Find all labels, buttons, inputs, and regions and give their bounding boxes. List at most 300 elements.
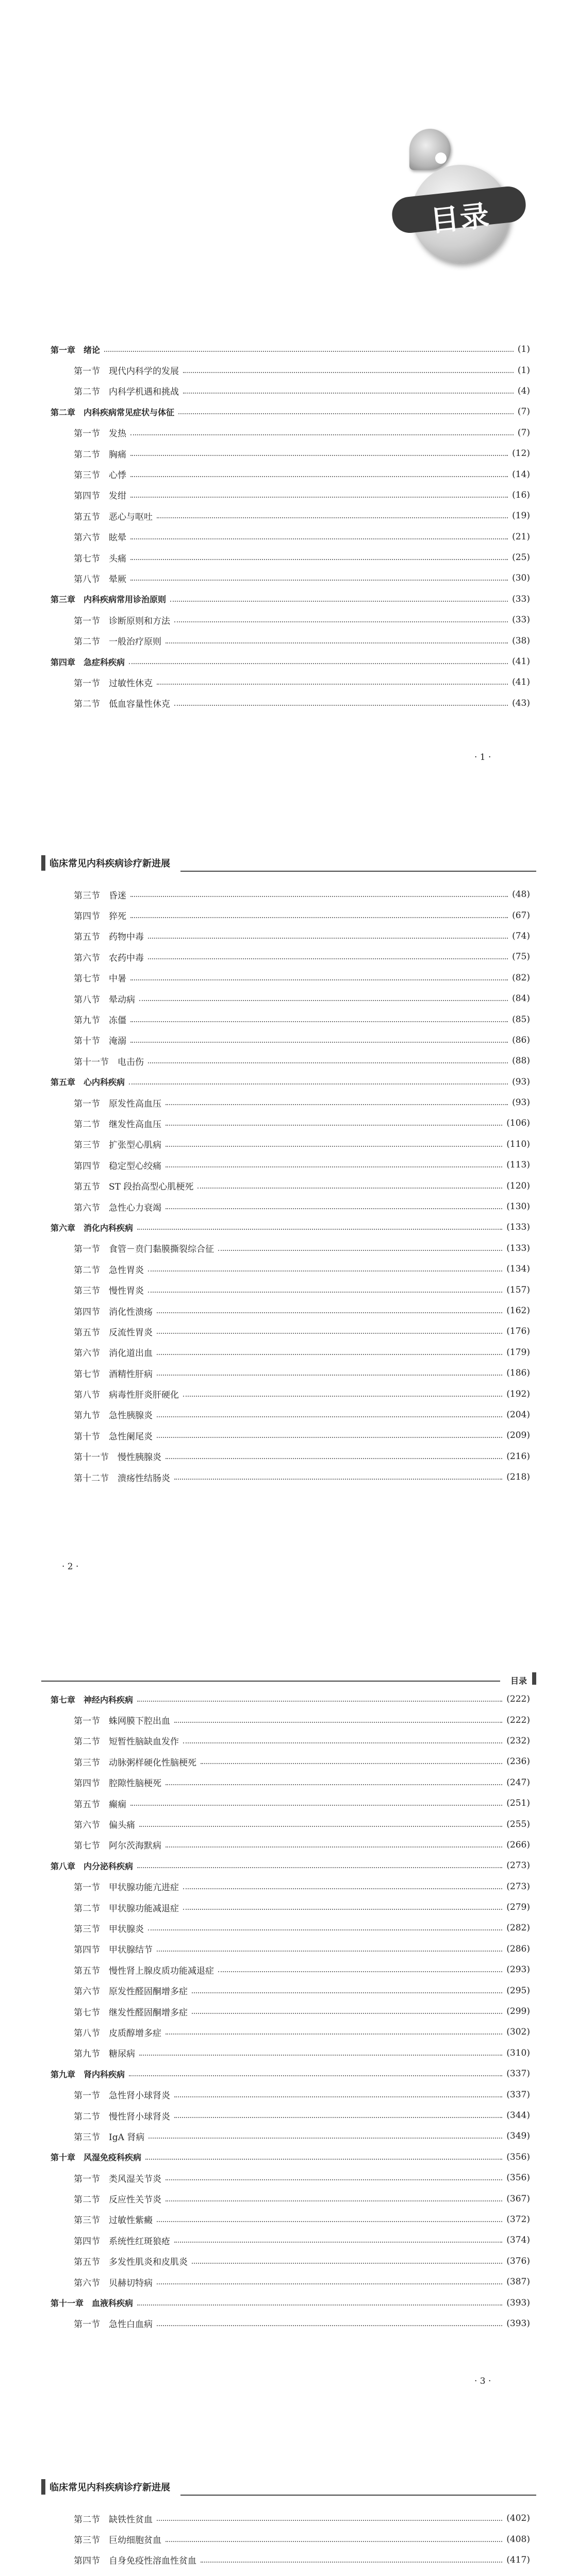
- running-header-title: 临床常见内科疾病诊疗新进展: [49, 2482, 170, 2493]
- toc-entry-page: (279): [506, 1902, 530, 1913]
- toc-entry-title: 第三节 扩张型心肌病: [74, 1140, 161, 1151]
- dot-leader: [130, 497, 508, 498]
- toc-entry-page: (299): [506, 2006, 530, 2017]
- toc-section-entry: [51, 1259, 530, 1279]
- toc-entry-page: (232): [506, 1735, 530, 1746]
- toc-entry-page: (48): [512, 889, 530, 900]
- toc-section-entry: [51, 1175, 530, 1196]
- toc-section-entry: [51, 1404, 530, 1425]
- toc-section-entry: [51, 1009, 530, 1029]
- toc-entry-page: (30): [512, 573, 530, 584]
- toc-entry-title: 第一节 现代内科学的发展: [74, 366, 179, 377]
- dot-leader: [157, 2221, 502, 2222]
- toc-entry-title: 第九章 肾内科疾病: [51, 2069, 125, 2079]
- toc-entry-page: (372): [506, 2214, 530, 2225]
- dot-leader: [130, 1042, 508, 1043]
- toc-entry-title: 第六节 原发性醛固酮增多症: [74, 1987, 188, 1997]
- running-header: [41, 2477, 536, 2498]
- toc-entry-title: 第九节 糖尿病: [74, 2049, 135, 2060]
- toc-section-entry: [51, 360, 530, 380]
- toc-entry-title: 第一节 过敏性休克: [74, 678, 153, 689]
- toc-chapter-entry: [51, 401, 530, 422]
- toc-entry-page: (356): [506, 2173, 530, 2183]
- toc-entry-title: 第三节 慢性胃炎: [74, 1286, 144, 1297]
- toc-entry-title: 第一节 食管－贲门黏膜撕裂综合征: [74, 1244, 214, 1255]
- dot-leader: [192, 2013, 502, 2014]
- toc-entry-page: (236): [506, 1756, 530, 1767]
- dot-leader: [157, 517, 508, 518]
- dot-leader: [174, 1722, 502, 1723]
- toc-entry-title: 第三节 巨幼细胞贫血: [74, 2535, 161, 2546]
- toc-entry-title: 第二节 继发性高血压: [74, 1119, 161, 1130]
- toc-entry-page: (4): [517, 385, 530, 396]
- toc-section-entry: [51, 1814, 530, 1834]
- toc-entry-title: 第十章 风湿免疫科疾病: [51, 2153, 142, 2163]
- toc-entry-title: 第三节 动脉粥样硬化性脑梗死: [74, 1757, 196, 1768]
- toc-entry-title: 第五节 反流性胃炎: [74, 1327, 153, 1338]
- dot-leader: [148, 1929, 502, 1930]
- toc-section-entry: [51, 2209, 530, 2230]
- dot-leader: [192, 1992, 502, 1993]
- dot-leader: [139, 1000, 508, 1001]
- page-number: · 1 ·: [474, 752, 491, 762]
- toc-entry-page: (67): [512, 910, 530, 921]
- toc-entry-page: (7): [517, 427, 530, 438]
- dot-leader: [130, 559, 508, 560]
- toc-section-entry: [51, 1279, 530, 1300]
- toc-entry-title: 第六节 急性心力衰竭: [74, 1202, 161, 1213]
- toc-entry-title: 第四节 稳定型心绞痛: [74, 1161, 161, 1172]
- dot-leader: [129, 2075, 502, 2076]
- toc-entry-title: 第二节 内科学机遇和挑战: [74, 387, 179, 398]
- toc-section-entry: [51, 1980, 530, 2001]
- dot-leader: [157, 2283, 502, 2284]
- toc-entry-page: (337): [506, 2089, 530, 2100]
- toc-entry-page: (133): [506, 1243, 530, 1253]
- toc-entry-page: (337): [506, 2069, 530, 2079]
- toc-entry-title: 第六节 农药中毒: [74, 953, 144, 963]
- toc-entry-page: (33): [512, 594, 530, 604]
- toc-section-entry: [51, 568, 530, 588]
- dot-leader: [104, 351, 514, 352]
- toc-entry-title: 第七节 阿尔茨海默病: [74, 1841, 161, 1852]
- toc-section-entry: [51, 2230, 530, 2250]
- dot-leader: [137, 1867, 502, 1868]
- logo-title: 目录: [428, 199, 492, 239]
- toc-page-1: [0, 0, 578, 812]
- dot-leader: [166, 1458, 502, 1459]
- toc-entry-page: (113): [506, 1160, 530, 1171]
- toc-entry-page: (19): [512, 511, 530, 521]
- dot-leader: [170, 601, 508, 602]
- toc-entry-title: 第三节 昏迷: [74, 890, 126, 901]
- toc-entry-page: (33): [512, 615, 530, 625]
- toc-entry-title: 第三节 甲状腺炎: [74, 1924, 144, 1935]
- toc-entry-page: (255): [506, 1819, 530, 1829]
- dot-leader: [137, 1701, 502, 1702]
- toc-section-entry: [51, 1772, 530, 1793]
- running-header: [41, 853, 536, 874]
- toc-section-entry: [51, 1446, 530, 1467]
- toc-page-2: [0, 812, 578, 1624]
- toc-entry-page: (222): [506, 1694, 530, 1705]
- toc-entry-title: 第一节 发热: [74, 429, 126, 439]
- toc-section-entry: [51, 1959, 530, 1980]
- toc-entry-title: 第十二节 溃疡性结肠炎: [74, 1473, 170, 1484]
- toc-entry-title: 第七节 酒精性肝病: [74, 1369, 153, 1380]
- toc-page-3: [0, 1624, 578, 2436]
- toc-section-entry: [51, 1751, 530, 1772]
- dot-leader: [130, 455, 508, 456]
- toc-chapter-entry: [51, 589, 530, 609]
- toc-entry-page: (120): [506, 1180, 530, 1191]
- toc-entry-page: (266): [506, 1839, 530, 1850]
- toc-section-entry: [51, 1113, 530, 1133]
- dot-leader: [148, 1062, 508, 1063]
- toc-entry-page: (216): [506, 1451, 530, 1462]
- toc-section-entry: [51, 693, 530, 714]
- toc-section-entry: [51, 1709, 530, 1730]
- toc-entry-page: (218): [506, 1472, 530, 1483]
- dot-leader: [157, 2325, 502, 2326]
- toc-section-entry: [51, 381, 530, 401]
- toc-section-entry: [51, 630, 530, 651]
- toc-entry-page: (82): [512, 972, 530, 983]
- toc-entry-page: (367): [506, 2193, 530, 2204]
- toc-section-entry: [51, 2001, 530, 2022]
- toc-entry-title: 第三节 心悸: [74, 470, 126, 481]
- dot-leader: [174, 2242, 502, 2243]
- toc-entry-title: 第四节 猝死: [74, 911, 126, 922]
- dot-leader: [166, 2179, 502, 2180]
- toc-entry-page: (41): [512, 656, 530, 667]
- dot-leader: [157, 1333, 502, 1334]
- toc-section-entry: [51, 1939, 530, 1959]
- toc-entry-title: 第七节 继发性醛固酮增多症: [74, 2007, 188, 2018]
- toc-section-entry: [51, 2529, 530, 2549]
- toc-section-entry: [51, 485, 530, 505]
- toc-entry-page: (356): [506, 2151, 530, 2162]
- toc-entry-page: (43): [512, 698, 530, 708]
- toc-section-entry: [51, 1918, 530, 1938]
- toc-chapter-entry: [51, 1689, 530, 1709]
- toc-section-entry: [51, 443, 530, 464]
- toc-section-entry: [51, 1092, 530, 1113]
- toc-entry-page: (1): [517, 365, 530, 376]
- dot-leader: [139, 1826, 502, 1827]
- toc-section-entry: [51, 1321, 530, 1342]
- toc-page-4: [0, 2436, 578, 2576]
- toc-entry-page: (282): [506, 1923, 530, 1934]
- dot-leader: [130, 580, 508, 581]
- toc-entry-title: 第二节 胸痛: [74, 449, 126, 460]
- toc-entry-title: 第五节 恶心与呕吐: [74, 512, 153, 522]
- toc-entry-page: (130): [506, 1201, 530, 1212]
- toc-section-entry: [51, 968, 530, 988]
- toc-section-entry: [51, 1196, 530, 1217]
- dot-leader: [148, 2138, 502, 2139]
- toc-entry-page: (376): [506, 2256, 530, 2266]
- toc-section-entry: [51, 422, 530, 443]
- toc-section-entry: [51, 1876, 530, 1897]
- dot-leader: [157, 2520, 502, 2521]
- toc-entry-title: 第八节 病毒性肝炎肝硬化: [74, 1390, 179, 1401]
- dot-leader: [130, 434, 514, 435]
- dot-leader: [130, 1805, 502, 1806]
- toc-entry-page: (74): [512, 930, 530, 941]
- toc-entry-page: (247): [506, 1777, 530, 1788]
- toc-section-entry: [51, 988, 530, 1009]
- toc-entry-title: 第八章 内分泌科疾病: [51, 1861, 134, 1871]
- toc-list: [51, 1689, 530, 2334]
- toc-entry-page: (1): [517, 344, 530, 355]
- toc-entry-page: (38): [512, 635, 530, 646]
- toc-section-entry: [51, 1342, 530, 1363]
- toc-section-entry: [51, 1363, 530, 1383]
- toc-section-entry: [51, 1030, 530, 1050]
- toc-entry-title: 第四节 甲状腺结节: [74, 1945, 153, 1956]
- dot-leader: [166, 2033, 502, 2035]
- dot-leader: [157, 1416, 502, 1417]
- dot-leader: [183, 1909, 502, 1910]
- dot-leader: [178, 413, 514, 414]
- toc-chapter-entry: [51, 1072, 530, 1092]
- toc-section-entry: [51, 2043, 530, 2063]
- toc-entry-title: 第四节 腔隙性脑梗死: [74, 1778, 161, 1789]
- toc-entry-page: (192): [506, 1388, 530, 1399]
- toc-chapter-entry: [51, 2147, 530, 2167]
- toc-section-entry: [51, 905, 530, 925]
- dot-leader: [166, 1846, 502, 1848]
- toc-entry-page: (302): [506, 2027, 530, 2038]
- toc-entry-title: 第四节 消化性溃疡: [74, 1307, 153, 1317]
- dot-leader: [137, 2304, 502, 2306]
- toc-section-entry: [51, 884, 530, 905]
- toc-entry-page: (310): [506, 2047, 530, 2058]
- toc-section-entry: [51, 1425, 530, 1446]
- dot-leader: [183, 1742, 502, 1743]
- toc-entry-page: (93): [512, 1076, 530, 1087]
- toc-entry-page: (25): [512, 552, 530, 563]
- toc-entry-title: 第六节 眩晕: [74, 533, 126, 544]
- toc-entry-title: 第七节 头痛: [74, 553, 126, 564]
- toc-entry-title: 第十一章 血液科疾病: [51, 2298, 134, 2309]
- toc-entry-page: (16): [512, 489, 530, 500]
- dot-leader: [130, 538, 508, 539]
- toc-section-entry: [51, 505, 530, 526]
- toc-section-entry: [51, 1897, 530, 1918]
- toc-section-entry: [51, 527, 530, 547]
- toc-entry-page: (417): [506, 2554, 530, 2565]
- dot-leader: [174, 1479, 502, 1480]
- toc-entry-title: 第三章 内科疾病常用诊治原则: [51, 595, 167, 605]
- dot-leader: [148, 938, 508, 939]
- toc-entry-title: 第九节 急性胰腺炎: [74, 1411, 153, 1421]
- dot-leader: [174, 2096, 502, 2097]
- dot-leader: [174, 621, 508, 622]
- dot-leader: [166, 1104, 508, 1105]
- toc-entry-title: 第一节 蛛网膜下腔出血: [74, 1716, 170, 1727]
- running-header: [41, 1665, 536, 1686]
- toc-entry-page: (393): [506, 2297, 530, 2308]
- toc-entry-page: (273): [506, 1860, 530, 1871]
- toc-entry-title: 第八节 皮质醇增多症: [74, 2028, 161, 2039]
- toc-section-entry: [51, 1050, 530, 1071]
- dot-leader: [183, 372, 514, 373]
- toc-entry-page: (293): [506, 1964, 530, 1975]
- toc-section-entry: [51, 672, 530, 692]
- toc-section-entry: [51, 1300, 530, 1321]
- dot-leader: [166, 2541, 502, 2542]
- toc-section-entry: [51, 2550, 530, 2570]
- dot-leader: [129, 663, 508, 664]
- dot-leader: [148, 1270, 502, 1272]
- toc-entry-title: 第六节 消化道出血: [74, 1348, 153, 1359]
- dot-leader: [130, 896, 508, 897]
- page-number: · 3 ·: [474, 2376, 491, 2386]
- dot-leader: [183, 393, 514, 394]
- toc-entry-page: (7): [517, 406, 530, 417]
- toc-entry-page: (344): [506, 2110, 530, 2121]
- toc-entry-page: (106): [506, 1118, 530, 1129]
- toc-entry-title: 第六节 贝赫切特病: [74, 2278, 153, 2289]
- dot-leader: [183, 1396, 502, 1397]
- dot-leader: [157, 1437, 502, 1438]
- toc-section-entry: [51, 2188, 530, 2209]
- toc-section-entry: [51, 2126, 530, 2146]
- dot-leader: [157, 1312, 502, 1313]
- toc-entry-title: 第二节 急性胃炎: [74, 1265, 144, 1276]
- toc-entry-page: (134): [506, 1264, 530, 1275]
- toc-entry-page: (84): [512, 993, 530, 1004]
- toc-section-entry: [51, 609, 530, 630]
- toc-entry-page: (75): [512, 952, 530, 962]
- toc-section-entry: [51, 547, 530, 568]
- toc-entry-title: 第五节 药物中毒: [74, 932, 144, 943]
- dot-leader: [218, 1971, 502, 1972]
- toc-entry-title: 第二节 甲状腺功能减退症: [74, 1903, 179, 1914]
- toc-entry-title: 第五节 癫痫: [74, 1799, 126, 1810]
- toc-entry-title: 第一节 类风湿关节炎: [74, 2174, 161, 2184]
- toc-entry-title: 第五节 多发性肌炎和皮肌炎: [74, 2257, 188, 2268]
- toc-entry-title: 第二节 缺铁性贫血: [74, 2514, 153, 2525]
- toc-section-entry: [51, 2167, 530, 2188]
- toc-entry-page: (12): [512, 448, 530, 459]
- toc-entry-page: (85): [512, 1014, 530, 1025]
- dot-leader: [166, 1146, 502, 1147]
- dot-leader: [166, 642, 508, 643]
- dot-leader: [174, 705, 508, 706]
- toc-chapter-entry: [51, 651, 530, 672]
- dot-leader: [166, 2200, 502, 2201]
- running-header-title: 临床常见内科疾病诊疗新进展: [49, 858, 170, 869]
- speech-bubble-icon: [409, 129, 451, 170]
- toc-entry-title: 第七节 中暑: [74, 974, 126, 985]
- toc-section-entry: [51, 1155, 530, 1175]
- toc-entry-title: 第九节 冻僵: [74, 1015, 126, 1026]
- toc-entry-title: 第十一节 慢性胰腺炎: [74, 1452, 161, 1463]
- toc-section-entry: [51, 1835, 530, 1855]
- toc-entry-page: (162): [506, 1306, 530, 1316]
- toc-entry-title: 第四章 急症科疾病: [51, 657, 125, 667]
- toc-list: [51, 884, 530, 1487]
- dot-leader: [139, 2055, 502, 2056]
- dot-leader: [166, 1784, 502, 1785]
- toc-entry-title: 第三节 IgA 肾病: [74, 2132, 145, 2143]
- toc-entry-page: (273): [506, 1881, 530, 1892]
- toc-section-entry: [51, 946, 530, 967]
- toc-entry-title: 第八节 晕厥: [74, 574, 126, 585]
- toc-section-entry: [51, 2251, 530, 2272]
- dot-leader: [145, 2159, 502, 2160]
- toc-entry-page: (21): [512, 531, 530, 542]
- toc-chapter-entry: [51, 1217, 530, 1238]
- dot-leader: [166, 1125, 502, 1126]
- toc-section-entry: [51, 464, 530, 484]
- toc-entry-title: 第五章 心内科疾病: [51, 1077, 125, 1088]
- dot-leader: [166, 1166, 502, 1167]
- toc-section-entry: [51, 926, 530, 946]
- dot-leader: [174, 2117, 502, 2118]
- toc-entry-title: 第十节 急性阑尾炎: [74, 1431, 153, 1442]
- toc-entry-title: 第二章 内科疾病常见症状与体征: [51, 407, 175, 417]
- toc-entry-page: (110): [506, 1139, 530, 1149]
- toc-entry-page: (88): [512, 1056, 530, 1066]
- dot-leader: [157, 1375, 502, 1376]
- toc-entry-title: 第一节 急性肾小球肾炎: [74, 2091, 170, 2102]
- page-number: · 2 ·: [62, 1562, 79, 1572]
- toc-entry-page: (41): [512, 677, 530, 688]
- toc-section-entry: [51, 2313, 530, 2334]
- dot-leader: [201, 1763, 502, 1764]
- toc-entry-title: 第八节 晕动病: [74, 994, 135, 1005]
- toc-entry-page: (179): [506, 1347, 530, 1358]
- toc-list: [51, 339, 530, 714]
- toc-entry-page: (157): [506, 1284, 530, 1295]
- dot-leader: [183, 1888, 502, 1889]
- toc-section-entry: [51, 2272, 530, 2292]
- toc-entry-title: 第二节 慢性肾小球肾炎: [74, 2111, 170, 2122]
- toc-section-entry: [51, 1731, 530, 1751]
- dot-leader: [130, 1021, 508, 1022]
- toc-chapter-entry: [51, 2292, 530, 2313]
- dot-leader: [157, 684, 508, 685]
- toc-entry-title: 第四节 自身免疫性溶血性贫血: [74, 2556, 196, 2567]
- toc-entry-title: 第五节 ST 段抬高型心肌梗死: [74, 1182, 194, 1193]
- toc-section-entry: [51, 1793, 530, 1814]
- toc-entry-page: (176): [506, 1326, 530, 1337]
- toc-entry-title: 第四节 发绀: [74, 491, 126, 502]
- toc-chapter-entry: [51, 2063, 530, 2084]
- toc-entry-page: (209): [506, 1430, 530, 1441]
- toc-entry-title: 第七章 神经内科疾病: [51, 1694, 134, 1705]
- dot-leader: [130, 979, 508, 980]
- toc-section-entry: [51, 1134, 530, 1155]
- toc-entry-page: (286): [506, 1943, 530, 1954]
- toc-section-entry: [51, 1467, 530, 1487]
- toc-entry-title: 第十节 淹溺: [74, 1036, 126, 1047]
- dot-leader: [130, 917, 508, 918]
- toc-entry-page: (86): [512, 1035, 530, 1045]
- toc-entry-title: 第六节 偏头痛: [74, 1820, 135, 1831]
- toc-entry-title: 第四节 系统性红斑狼疮: [74, 2236, 170, 2247]
- toc-entry-page: (374): [506, 2235, 530, 2246]
- dot-leader: [197, 1188, 502, 1189]
- dot-leader: [166, 1208, 502, 1209]
- toc-entry-title: 第五节 慢性肾上腺皮质功能减退症: [74, 1965, 214, 1976]
- dot-leader: [148, 1292, 502, 1293]
- toc-entry-page: (204): [506, 1409, 530, 1420]
